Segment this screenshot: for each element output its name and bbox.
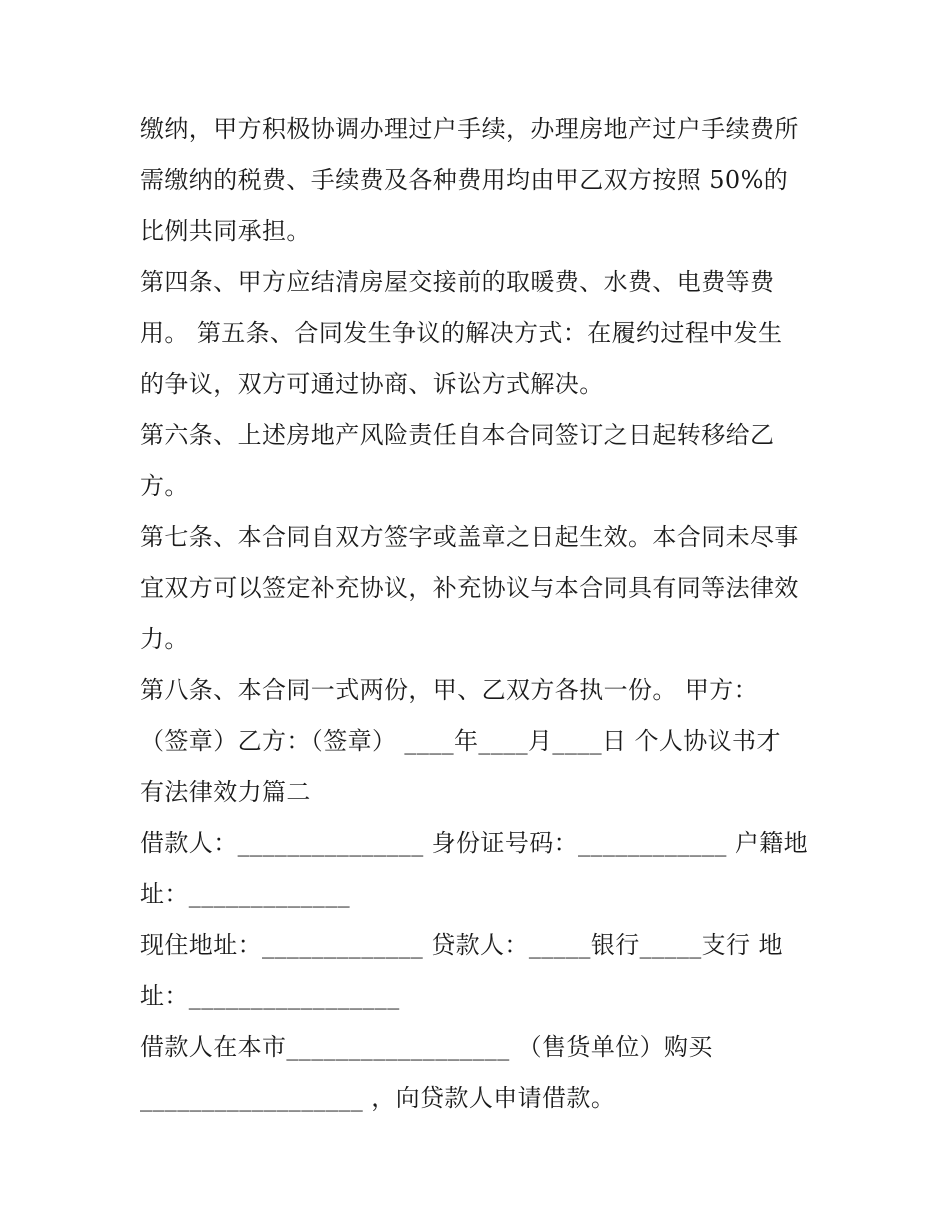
text-line: 现住地址：_____________ 贷款人：_____银行_____支行 地 bbox=[140, 931, 783, 959]
text-line: 用。 第五条、合同发生争议的解决方式：在履约过程中发生 bbox=[140, 319, 783, 347]
text-line: 有法律效力篇二 bbox=[140, 778, 311, 806]
text-line: 宜双方可以签定补充协议，补充协议与本合同具有同等法律效 bbox=[140, 574, 799, 602]
text-line: 方。 bbox=[140, 472, 189, 500]
contract-body-text bbox=[140, 104, 820, 1124]
text-line: 的争议，双方可通过协商、诉讼方式解决。 bbox=[140, 370, 604, 398]
text-line: 第八条、本合同一式两份，甲、乙双方各执一份。 甲方： bbox=[140, 676, 759, 704]
text-line: 址：_____________ bbox=[140, 880, 350, 908]
text-line: 需缴纳的税费、手续费及各种费用均由甲乙双方按照 50%的 bbox=[140, 166, 789, 194]
text-line: 缴纳，甲方积极协调办理过户手续，办理房地产过户手续费所 bbox=[140, 115, 799, 143]
text-line: 力。 bbox=[140, 625, 189, 653]
text-line: 第七条、本合同自双方签字或盖章之日起生效。本合同未尽事 bbox=[140, 523, 799, 551]
text-line: 比例共同承担。 bbox=[140, 217, 311, 245]
text-line: 借款人：_______________ 身份证号码：____________ 户籍地 bbox=[140, 829, 809, 857]
text-line: 址：_________________ bbox=[140, 982, 400, 1010]
text-line: （签章）乙方：（签章） ____年____月____日 个人协议书才 bbox=[140, 727, 781, 755]
text-line: 借款人在本市__________________ （售货单位）购买 bbox=[140, 1033, 713, 1061]
text-line: __________________ ，向贷款人申请借款。 bbox=[140, 1084, 616, 1112]
text-line: 第六条、上述房地产风险责任自本合同签订之日起转移给乙 bbox=[140, 421, 775, 449]
text-line: 第四条、甲方应结清房屋交接前的取暖费、水费、电费等费 bbox=[140, 268, 775, 296]
